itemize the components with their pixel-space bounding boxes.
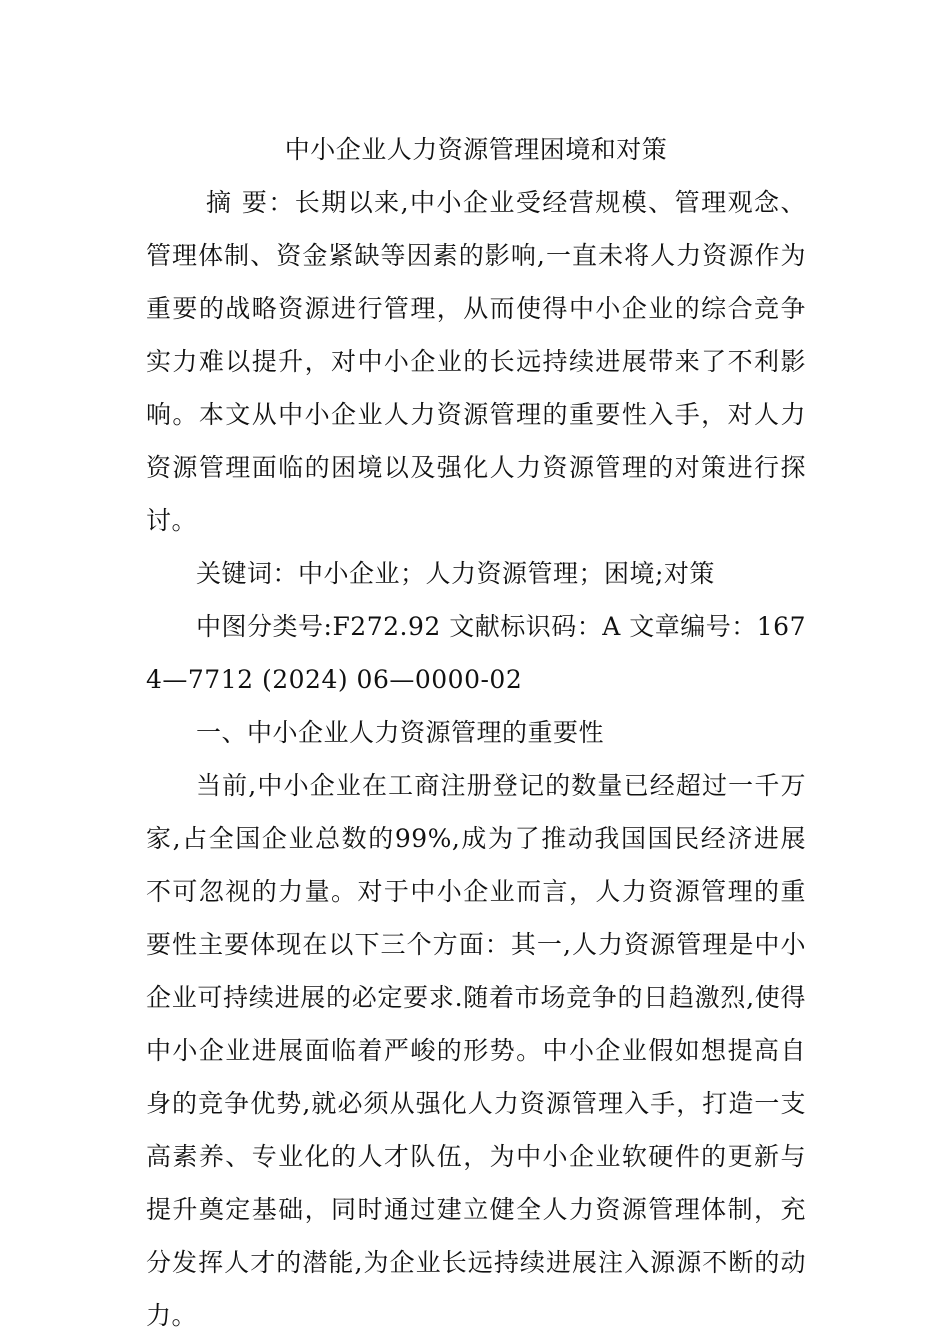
section-heading: 一、中小企业人力资源管理的重要性 — [196, 718, 605, 747]
abstract-paragraph: 摘 要：长期以来,中小企业受经营规模、管理观念、管理体制、资金紧缺等因素的影响,一直未将人力资源作为重要的战略资源进行管理，从而使得中小企业的综合竞争实力难以提升，对中小企业的长远持续进展带来了不利影响。本文从中小企业人力资源管理的重要性入手，对人力资源管理面临的困境以及强化人力资源管理的对策进行探讨。 — [146, 188, 806, 535]
document-title: 中小企业人力资源管理困境和对策 — [284, 135, 668, 164]
section-body-paragraph: 当前,中小企业在工商注册登记的数量已经超过一千万家,占全国企业总数的99%,成为了推动我国国民经济进展不可忽视的力量。对于中小企业而言，人力资源管理的重要性主要体现在以下三个方面：其一,人力资源管理是中小企业可持续进展的必定要求.随着市场竞争的日趋激烈,使得中小企业进展面临着严峻的形势。中小企业假如想提高自身的竞争优势,就必须从强化人力资源管理入手，打造一支高素养、专业化的人才队伍，为中小企业软硬件的更新与提升奠定基础，同时通过建立健全人力资源管理体制，充分发挥人才的潜能,为企业长远持续进展注入源源不断的动力。 — [146, 771, 806, 1330]
document-body — [146, 123, 806, 1342]
keywords-paragraph: 关键词：中小企业；人力资源管理；困境;对策 — [196, 559, 715, 588]
classification-paragraph: 中图分类号:F272.92 文献标识码：A 文章编号：1674—7712 (2024) 06—0000-02 — [146, 612, 806, 694]
